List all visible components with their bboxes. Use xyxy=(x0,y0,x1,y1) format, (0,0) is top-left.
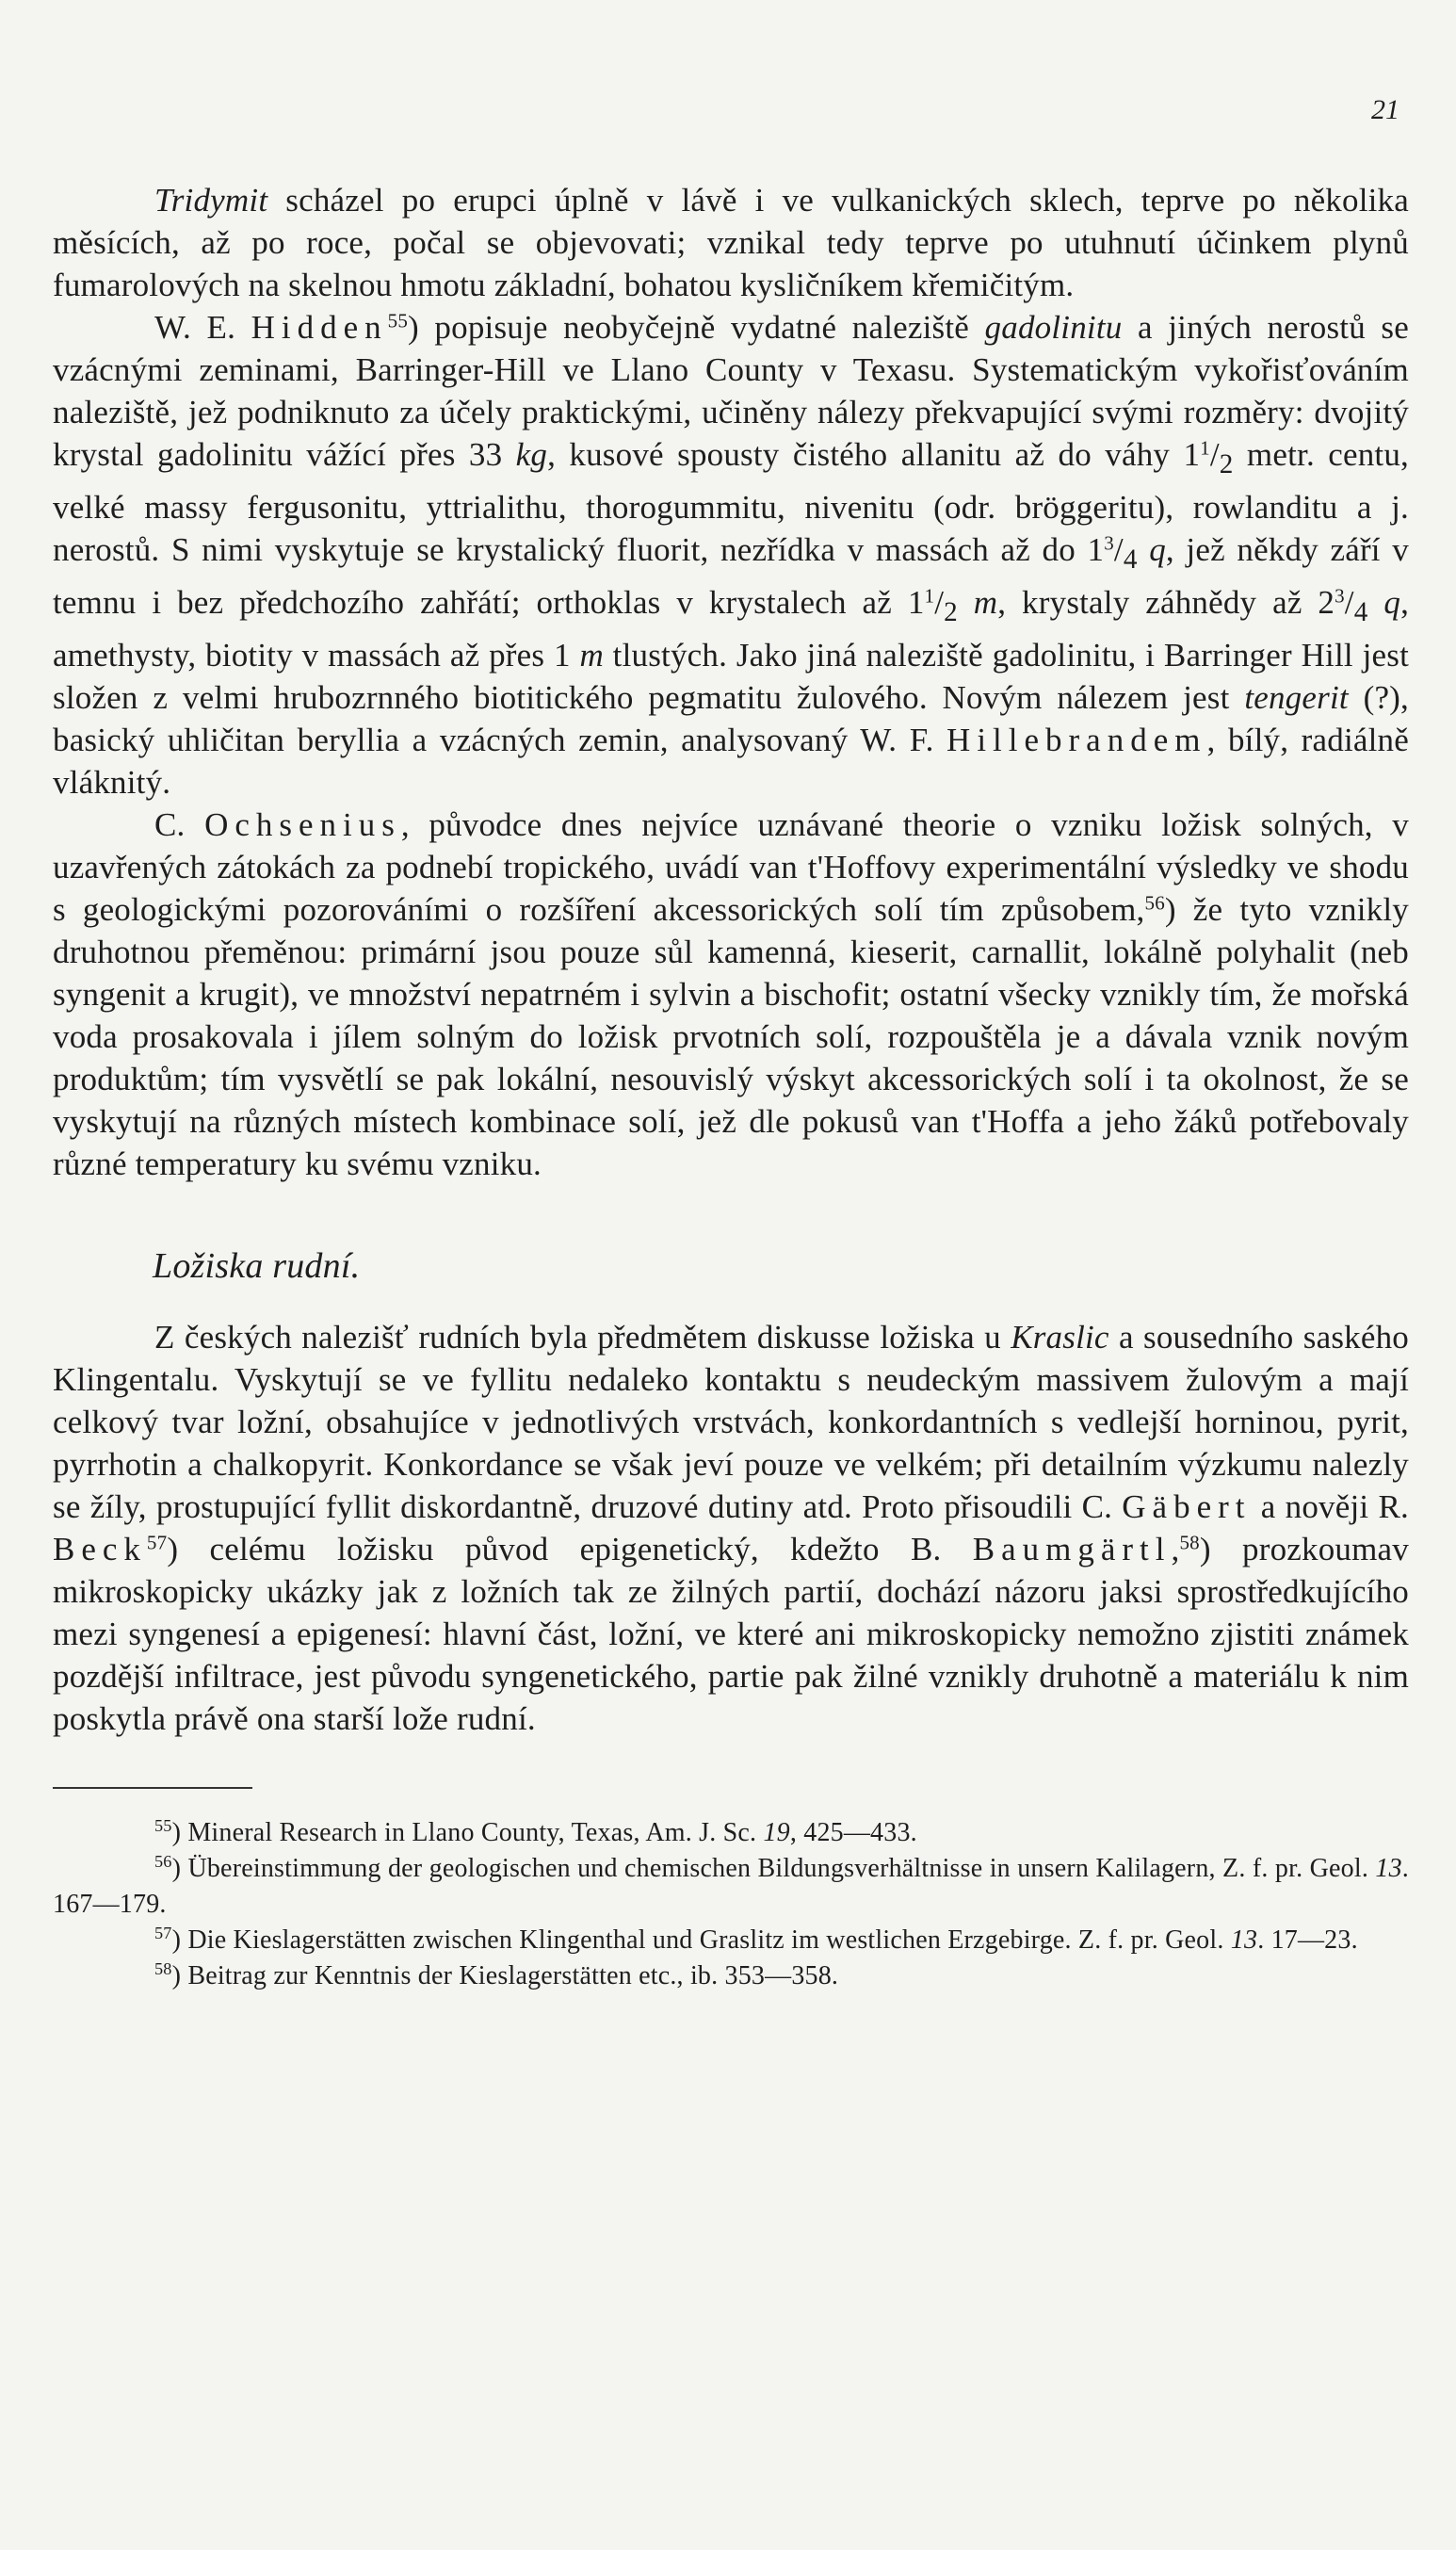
text: metr. centu, velké massy fergusonitu, yttrialithu, thorogummitu, nivenitu (odr. bröggeritu), rowlanditu a j. nerostů. S nimi vyskytuje se krystalický fluorit, nezřídka v massách až do 1 xyxy=(53,436,1409,568)
author-baumgartl: Baumgärtl xyxy=(972,1531,1172,1567)
footnote-number: 55 xyxy=(154,1816,172,1835)
footnote-ref-56[interactable]: 56 xyxy=(1144,891,1165,915)
term-gadolinitu: gadolinitu xyxy=(984,309,1123,346)
footnote-56 xyxy=(53,1851,1409,1923)
unit-kg: kg xyxy=(515,436,548,473)
text: , původce dnes nejvíce uznávané theorie o vzniku ložisk solných, v uzavřených zátokách za podnebí tropického, uvádí van t'Hoffovy experimentální výsledky ve shodu s geologickými pozorováními o rozšíření akcessorických solí tím způsobem, xyxy=(53,806,1409,928)
volume: 19 xyxy=(763,1818,790,1847)
footnote-text: ) Die Kieslagerstätten zwischen Klingenthal und Graslitz im westlichen Erzgebirge. Z. f. pr. Geol. xyxy=(171,1925,1231,1955)
fraction-num: 3 xyxy=(1335,584,1345,608)
text: W. E. xyxy=(154,309,251,346)
footnote-text: , 425—433. xyxy=(789,1818,917,1847)
author-hidden: Hidden xyxy=(251,309,388,346)
volume: 13 xyxy=(1375,1854,1402,1883)
text: a nověji R. xyxy=(1251,1488,1409,1525)
paragraph-ochsenius xyxy=(53,804,1409,1185)
text: ) že tyto vznikly druhotnou přeměnou: primární jsou pouze sůl kamenná, kieserit, carnallit, lokálně polyhalit (neb syngenit a krugit), ve množství nepatrném i sylvin a bischofit; ostatní všecky vznikly tím, že mořská voda prosakovala i jílem solným do ložisk prvotních solí, rozpouštěla je a dávala vznik novým produktům; tím vysvětlí se pak lokální, nesouvislý výskyt akcessorických solí i ta okolnost, že se vyskytují na různých místech kombinace solí, jež dle pokusů van t'Hoffa a jeho žáků potřebovaly různé temperatury ku svému vzniku. xyxy=(53,891,1409,1182)
paragraph-tridymit xyxy=(53,179,1409,306)
fraction-slash: / xyxy=(1113,531,1124,568)
term-tengerit: tengerit xyxy=(1244,679,1349,716)
fraction-den: 2 xyxy=(944,597,958,627)
body-text xyxy=(53,179,1409,1994)
paragraph-kraslice xyxy=(53,1316,1409,1740)
footnote-text: ) Beitrag zur Kenntnis der Kieslagerstätten etc., ib. 353—358. xyxy=(171,1961,839,1990)
footnote-number: 57 xyxy=(154,1924,172,1942)
fraction-slash: / xyxy=(934,584,945,621)
fraction-slash: / xyxy=(1344,584,1354,621)
place-kraslic: Kraslic xyxy=(1011,1319,1109,1356)
footnote-text: . 17—23. xyxy=(1257,1925,1358,1955)
fraction-den: 2 xyxy=(1219,449,1234,479)
text: a jiných nerostů se vzácnými zeminami, Barringer-Hill ve Llano County v Texasu. Systematickým vykořisťováním naleziště, jež podniknuto za účely praktickými, učiněny nálezy překvapující svými rozměry: dvojitý krystal gadolinitu vážící přes 33 xyxy=(53,309,1409,473)
text: tlustých. Jako jiná naleziště gadolinitu, i Barringer Hill jest složen z velmi hrubozrnného biotitického pegmatitu žulového. Novým nálezem jest xyxy=(53,637,1409,716)
page xyxy=(53,0,1409,2550)
text: ) celému ložisku původ epigenetický, kdežto B. xyxy=(167,1531,973,1567)
footnote-ref-55[interactable]: 55 xyxy=(387,309,409,333)
footnote-ref-57[interactable]: 57 xyxy=(146,1531,168,1554)
footnote-55 xyxy=(53,1815,1409,1851)
unit-q: q xyxy=(1149,531,1166,568)
footnote-58 xyxy=(53,1958,1409,1994)
fraction-num: 1 xyxy=(924,584,935,608)
text: a sousedního saského Klingentalu. Vyskytují se ve fyllitu nedaleko kontaktu s neudeckým massivem žulovým a mají celkový tvar ložní, obsahujíce v jednotlivých vrstvách, konkordantních s vedlejší horninou, pyrit, pyrrhotin a chalkopyrit. Konkordance se však jeví pouze ve velkém; při detailním výzkumu nalezly se žíly, prostupující fyllit diskordantně, druzové dutiny atd. Proto přisoudili C. xyxy=(53,1319,1410,1525)
footnote-number: 56 xyxy=(154,1852,172,1871)
unit-m: m xyxy=(973,584,998,621)
author-gabert: Gäbert xyxy=(1122,1488,1252,1525)
text: ) popisuje neobyčejně vydatné naleziště xyxy=(408,309,985,346)
text: , amethysty, biotity v massách až přes 1 xyxy=(53,584,1410,674)
footnote-ref-58[interactable]: 58 xyxy=(1179,1531,1200,1554)
footnote-text: ) Mineral Research in Llano County, Texas, Am. J. Sc. xyxy=(171,1818,764,1847)
text: , xyxy=(1171,1531,1180,1567)
text: Z českých nalezišť rudních byla předmětem diskusse ložiska u xyxy=(154,1319,1011,1356)
footnote-text: . 167—179. xyxy=(53,1854,1409,1919)
unit-q: q xyxy=(1383,584,1401,621)
term-tridymit: Tridymit xyxy=(154,182,268,219)
page-number: 21 xyxy=(1371,94,1399,125)
volume: 13 xyxy=(1230,1925,1258,1955)
footnote-divider xyxy=(53,1787,252,1789)
text: scházel po erupci úplně v lávě i ve vulkanických sklech, teprve po několika měsících, až po roce, počal se objevovati; vznikal tedy teprve po utuhnutí účinkem plynů fumarolových na skelnou hmotu základní, bohatou kysličníkem křemičitým. xyxy=(53,182,1409,303)
fraction-den: 4 xyxy=(1353,597,1368,627)
text: , krystaly záhnědy až 2 xyxy=(997,584,1335,621)
text xyxy=(1138,531,1150,568)
text xyxy=(958,584,974,621)
footnote-text: ) Übereinstimmung der geologischen und chemischen Bildungsverhältnisse in unsern Kalilagern, Z. f. pr. Geol. xyxy=(171,1854,1376,1883)
fraction-den: 4 xyxy=(1123,544,1138,575)
footnote-number: 58 xyxy=(154,1959,172,1978)
author-hillebrand: Hillebrandem xyxy=(946,722,1207,758)
text: , bílý, radiálně vláknitý. xyxy=(53,722,1409,801)
section-heading: Ložiska rudní. xyxy=(153,1246,361,1286)
footnotes xyxy=(53,1815,1409,1994)
author-ochsenius: Ochsenius xyxy=(204,806,401,843)
fraction-slash: / xyxy=(1209,436,1220,473)
text: , kusové spousty čistého allanitu až do váhy 1 xyxy=(547,436,1201,473)
text: (?), basický uhličitan beryllia a vzácných zemin, analysovaný W. F. xyxy=(53,679,1409,758)
unit-m: m xyxy=(579,637,604,674)
text: , jež někdy září v temnu i bez předchozího zahřátí; orthoklas v krystalech až 1 xyxy=(53,531,1409,621)
footnote-57 xyxy=(53,1923,1409,1958)
text: ) prozkoumav mikroskopicky ukázky jak z ložních tak ze žilných partií, dochází názoru jaksi sprostředkujícího mezi syngenesí a epigenesí: hlavní část, ložní, ve které ani mikroskopicky nemožno zjistiti známek pozdější infiltrace, jest původu syngenetického, partie pak žilné vznikly druhotně a materiálu k nim poskytla právě ona starší lože rudní. xyxy=(53,1531,1409,1737)
paragraph-barringer-hill xyxy=(53,306,1409,804)
fraction-num: 1 xyxy=(1200,436,1210,460)
text xyxy=(1368,584,1384,621)
author-beck: Beck xyxy=(53,1531,147,1567)
fraction-num: 3 xyxy=(1104,531,1114,555)
text: C. xyxy=(154,806,205,843)
